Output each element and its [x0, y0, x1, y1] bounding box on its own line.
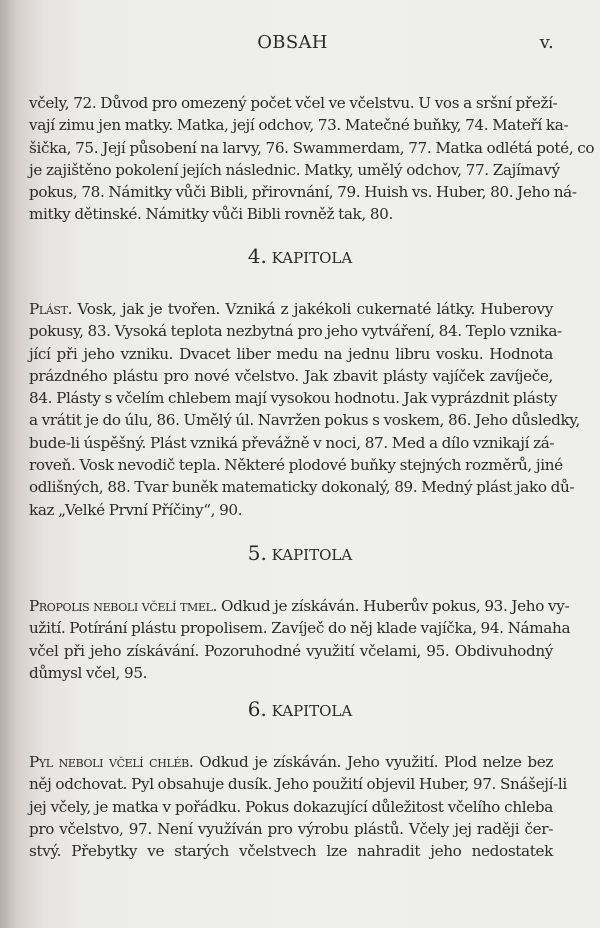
text-line: vají zimu jen matky. Matka, její odchov, 73. Matečné buňky, 74. Mateří ka-	[29, 116, 569, 135]
text-line: roveň. Vosk nevodič tepla. Některé plodové buňky stejných rozměrů, jiné	[29, 456, 563, 475]
text-line: bude-li úspěšný. Plást vzniká převážně v noci, 87. Med a dílo vznikají zá-	[29, 433, 555, 452]
chapter-number: 6.	[247, 697, 267, 721]
text-line: mitky dětinské. Námitky vůči Bibli rovněž tak, 80.	[29, 205, 393, 224]
chapter-label: KAPITOLA	[271, 546, 353, 564]
text-line: včel při jeho získávání. Pozoruhodné využití včelami, 95. Obdivuhodný	[29, 641, 553, 660]
chapter-label: KAPITOLA	[271, 249, 353, 267]
text-span: Odkud je získáván. Huberův pokus, 93. Jeho vy-	[217, 597, 570, 615]
chapter-lead: Pyl neboli včelí chléb.	[29, 753, 194, 771]
text-line: pokusy, 83. Vysoká teplota nezbytná pro jeho vytváření, 84. Teplo vznika-	[29, 322, 562, 341]
chapter-lead: Propolis neboli včelí tmel.	[29, 597, 218, 615]
text-span: Odkud je získáván. Jeho využití. Plod nelze bez	[193, 753, 553, 771]
text-span: Vosk, jak je tvořen. Vzniká z jakékoli cukernaté látky. Huberovy	[72, 300, 553, 318]
chapter-5-heading	[0, 541, 600, 565]
text-line: pro včelstvo, 97. Není využíván pro výrobu plástů. Včely jej raději čer-	[29, 819, 553, 838]
text-line: šička, 75. Její působení na larvy, 76. Swammerdam, 77. Matka odlétá poté, co	[29, 138, 595, 157]
text-line: pokus, 78. Námitky vůči Bibli, přirovnání, 79. Huish vs. Huber, 80. Jeho ná-	[29, 183, 577, 202]
page-number: v.	[539, 32, 554, 53]
text-line: jící při jeho vzniku. Dvacet liber medu na jednu libru vosku. Hodnota	[29, 344, 553, 363]
chapter-6-paragraph	[29, 751, 567, 862]
intro-paragraph	[29, 92, 595, 226]
chapter-5-paragraph	[29, 595, 571, 684]
text-line: včely, 72. Důvod pro omezený počet včel ve včelstvu. U vos a sršní přeží-	[29, 94, 558, 112]
text-line	[29, 595, 570, 617]
text-line	[29, 751, 553, 773]
chapter-4-heading	[0, 244, 600, 268]
chapter-number: 4.	[247, 244, 267, 268]
text-line: něj odchovat. Pyl obsahuje dusík. Jeho použití objevil Huber, 97. Snášejí-li	[29, 775, 567, 794]
text-line	[29, 298, 553, 320]
text-line: a vrátit je do úlu, 86. Umělý úl. Navržen pokus s voskem, 86. Jeho důsledky,	[29, 411, 580, 430]
chapter-4-paragraph	[29, 298, 580, 521]
text-line: užití. Potírání plástu propolisem. Zavíječ do něj klade vajíčka, 94. Námaha	[29, 619, 571, 638]
text-line: 84. Plásty s včelím chlebem mají vysokou hodnotu. Jak vyprázdnit plásty	[29, 389, 558, 408]
chapter-lead: Plást.	[29, 300, 73, 318]
text-line: důmysl včel, 95.	[29, 663, 148, 682]
text-line: jej včely, je matka v pořádku. Pokus dokazující důležitost včelího chleba	[29, 797, 553, 816]
chapter-label: KAPITOLA	[271, 702, 353, 720]
chapter-6-heading	[0, 697, 600, 721]
text-line: odlišných, 88. Tvar buněk matematicky dokonalý, 89. Medný plást jako dů-	[29, 478, 575, 497]
running-header-title: OBSAH	[257, 32, 328, 53]
text-line: prázdného plástu pro nové včelstvo. Jak zbavit plásty vajíček zavíječe,	[29, 366, 553, 385]
text-line: kaz „Velké První Příčiny“, 90.	[29, 500, 243, 519]
text-line: je zajištěno pokolení jejích následnic. Matky, umělý odchov, 77. Zajímavý	[29, 160, 560, 179]
text-line: stvý. Přebytky ve starých včelstvech lze nahradit jeho nedostatek	[29, 842, 553, 861]
chapter-number: 5.	[247, 541, 267, 565]
